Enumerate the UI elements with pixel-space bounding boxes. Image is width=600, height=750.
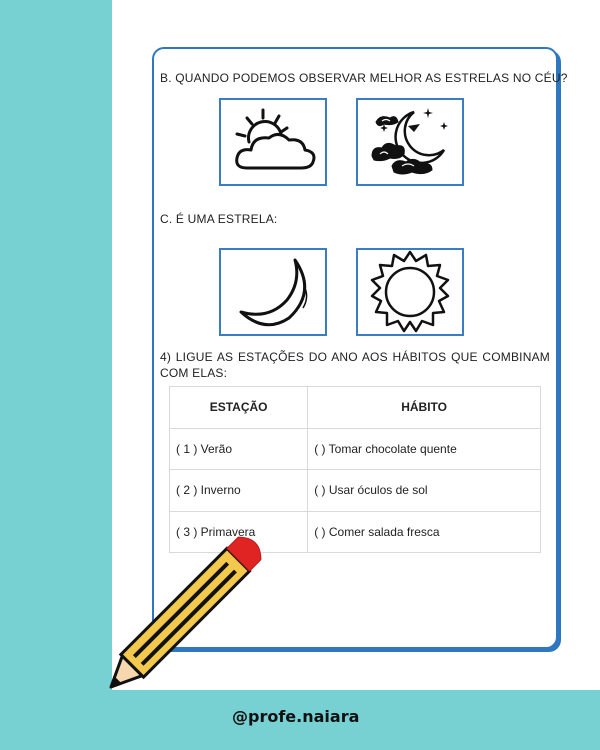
option-sun-box[interactable] — [356, 248, 464, 336]
season-cell: ( 2 ) Inverno — [170, 470, 308, 512]
sun-behind-cloud-icon — [225, 104, 321, 180]
habit-cell[interactable]: ( ) Comer salada fresca — [308, 511, 541, 553]
habit-cell[interactable]: ( ) Usar óculos de sol — [308, 470, 541, 512]
season-cell: ( 1 ) Verão — [170, 428, 308, 470]
option-night-box[interactable] — [356, 98, 464, 186]
question-4-line1: 4) LIGUE AS ESTAÇÕES DO ANO AOS HÁBITOS QUE COMBINAM — [160, 350, 550, 364]
option-day-box[interactable] — [219, 98, 327, 186]
table-header-row — [170, 387, 541, 429]
question-c: C. É UMA ESTRELA: — [160, 212, 278, 226]
author-handle: @profe.naiara — [232, 707, 360, 726]
question-b: B. QUANDO PODEMOS OBSERVAR MELHOR AS ESTRELAS NO CÉU? — [160, 71, 568, 85]
moon-night-clouds-icon — [362, 102, 458, 182]
seasons-table — [169, 386, 541, 553]
left-teal-band — [0, 0, 112, 750]
question-4-line2: COM ELAS: — [160, 366, 228, 380]
option-moon-box[interactable] — [219, 248, 327, 336]
table-row — [170, 428, 541, 470]
header-estacao: ESTAÇÃO — [170, 387, 308, 429]
header-habito: HÁBITO — [308, 387, 541, 429]
pencil-icon — [105, 535, 275, 695]
sun-icon — [362, 250, 458, 334]
crescent-moon-icon — [225, 252, 321, 332]
habit-cell[interactable]: ( ) Tomar chocolate quente — [308, 428, 541, 470]
table-row — [170, 470, 541, 512]
season-cell: ( 3 ) Primavera — [170, 511, 308, 553]
